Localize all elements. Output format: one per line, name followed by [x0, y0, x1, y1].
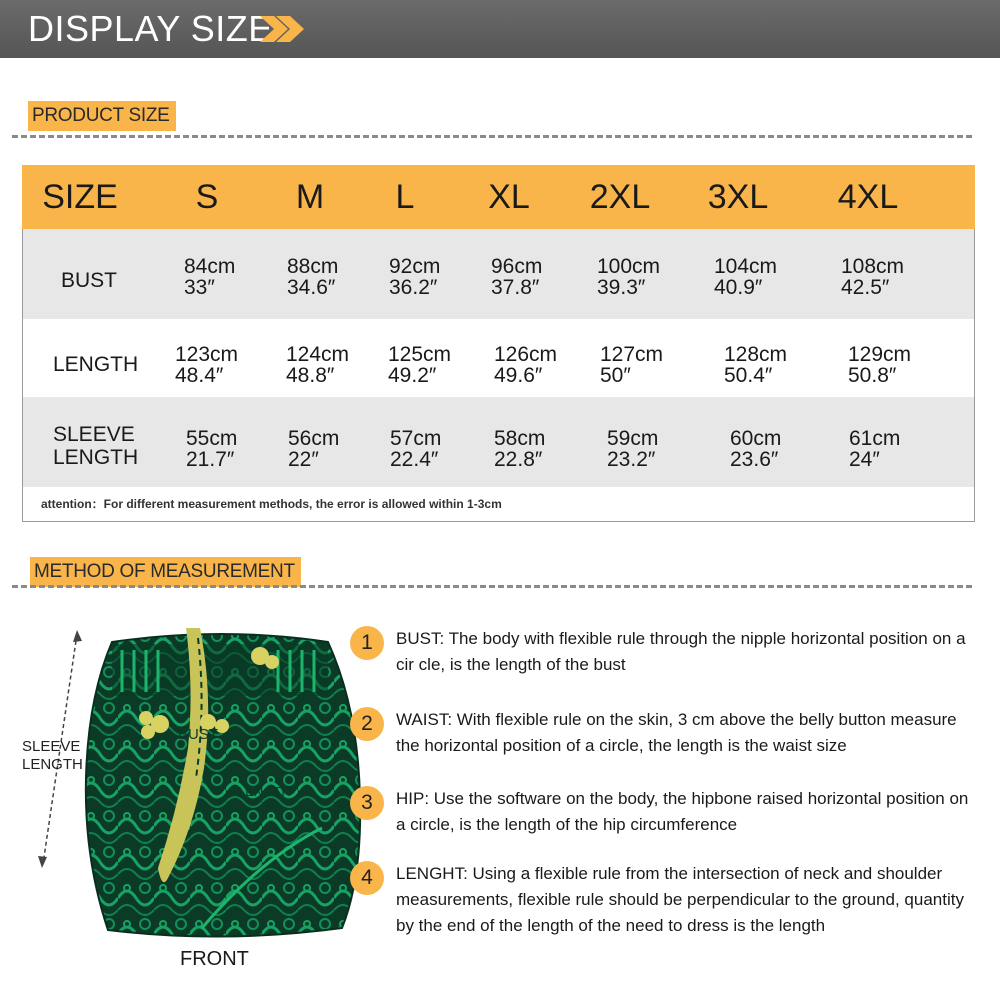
table-row-sleeve-length [23, 397, 974, 487]
table-cell: 84cm 33″ [184, 255, 236, 299]
header-4xl: 4XL [837, 178, 899, 216]
step-number-badge: 1 [350, 626, 384, 660]
header-s: S [195, 178, 219, 216]
table-cell: 57cm 22.4″ [390, 427, 442, 471]
double-chevron-right-icon [258, 14, 306, 44]
table-cell: 108cm 42.5″ [841, 255, 905, 299]
table-cell: 55cm 21.7″ [186, 427, 238, 471]
table-cell: 125cm 49.2″ [388, 343, 452, 387]
header-size: SIZE [42, 178, 118, 216]
sleeve-length-label: SLEEVE LENGTH [22, 738, 83, 773]
table-cell: 128cm 50.4″ [724, 343, 788, 387]
table-cell: 126cm 49.6″ [494, 343, 558, 387]
table-cell: 59cm 23.2″ [607, 427, 659, 471]
table-cell: 61cm 24″ [849, 427, 901, 471]
table-cell: 123cm 48.4″ [175, 343, 239, 387]
step-number-badge: 2 [350, 707, 384, 741]
table-row-bust [23, 229, 974, 319]
table-cell: 129cm 50.8″ [848, 343, 912, 387]
row-label-bust: BUST [61, 269, 118, 292]
product-size-label: PRODUCT SIZE [28, 101, 176, 131]
header-xl: XL [488, 178, 530, 216]
step-number-badge: 3 [350, 786, 384, 820]
attention-note: attention：For different measurement methods, the error is allowed within 1-3cm [41, 497, 502, 511]
header-l: L [395, 178, 415, 216]
display-size-banner [0, 0, 1000, 58]
front-label: FRONT [180, 948, 249, 970]
table-cell: 127cm 50″ [600, 343, 664, 387]
row-label-sleeve-length: SLEEVE LENGTH [53, 423, 139, 469]
step-text: WAIST: With flexible rule on the skin, 3 cm above the belly button measure the horizontal position of a circle, the length is the waist size [396, 710, 957, 755]
step-number-badge: 4 [350, 861, 384, 895]
section-divider [12, 135, 972, 138]
size-table [22, 165, 975, 522]
bust-label: BUST [178, 726, 219, 743]
header-m: M [295, 178, 325, 216]
table-cell: 124cm 48.8″ [286, 343, 350, 387]
header-3xl: 3XL [707, 178, 769, 216]
table-cell: 56cm 22″ [288, 427, 340, 471]
table-row-length [23, 319, 974, 397]
table-cell: 100cm 39.3″ [597, 255, 661, 299]
garment-illustration [82, 628, 362, 938]
section-divider [12, 585, 972, 588]
table-cell: 58cm 22.8″ [494, 427, 546, 471]
row-label-length: LENGTH [53, 353, 139, 376]
step-text: LENGHT: Using a flexible rule from the intersection of neck and shoulder measurements, flexible rule should be perpendicular to the ground, quantity by the end of the length of the need to dress is the length [396, 864, 964, 935]
step-text: BUST: The body with flexible rule through the nipple horizontal position on a cir cle, is the length of the bust [396, 629, 966, 674]
banner-title: DISPLAY SIZE [28, 8, 273, 49]
table-cell: 92cm 36.2″ [389, 255, 441, 299]
header-2xl: 2XL [589, 178, 651, 216]
step-text: HIP: Use the software on the body, the hipbone raised horizontal position on a circle, is the length of the hip circumference [396, 789, 969, 834]
length-label: LENGTH [238, 784, 291, 799]
table-cell: 88cm 34.6″ [287, 255, 339, 299]
size-table-header [22, 165, 975, 229]
table-cell: 104cm 40.9″ [714, 255, 778, 299]
table-cell: 96cm 37.8″ [491, 255, 543, 299]
method-of-measurement-label: METHOD OF MEASUREMENT [30, 557, 301, 587]
table-cell: 60cm 23.6″ [730, 427, 782, 471]
